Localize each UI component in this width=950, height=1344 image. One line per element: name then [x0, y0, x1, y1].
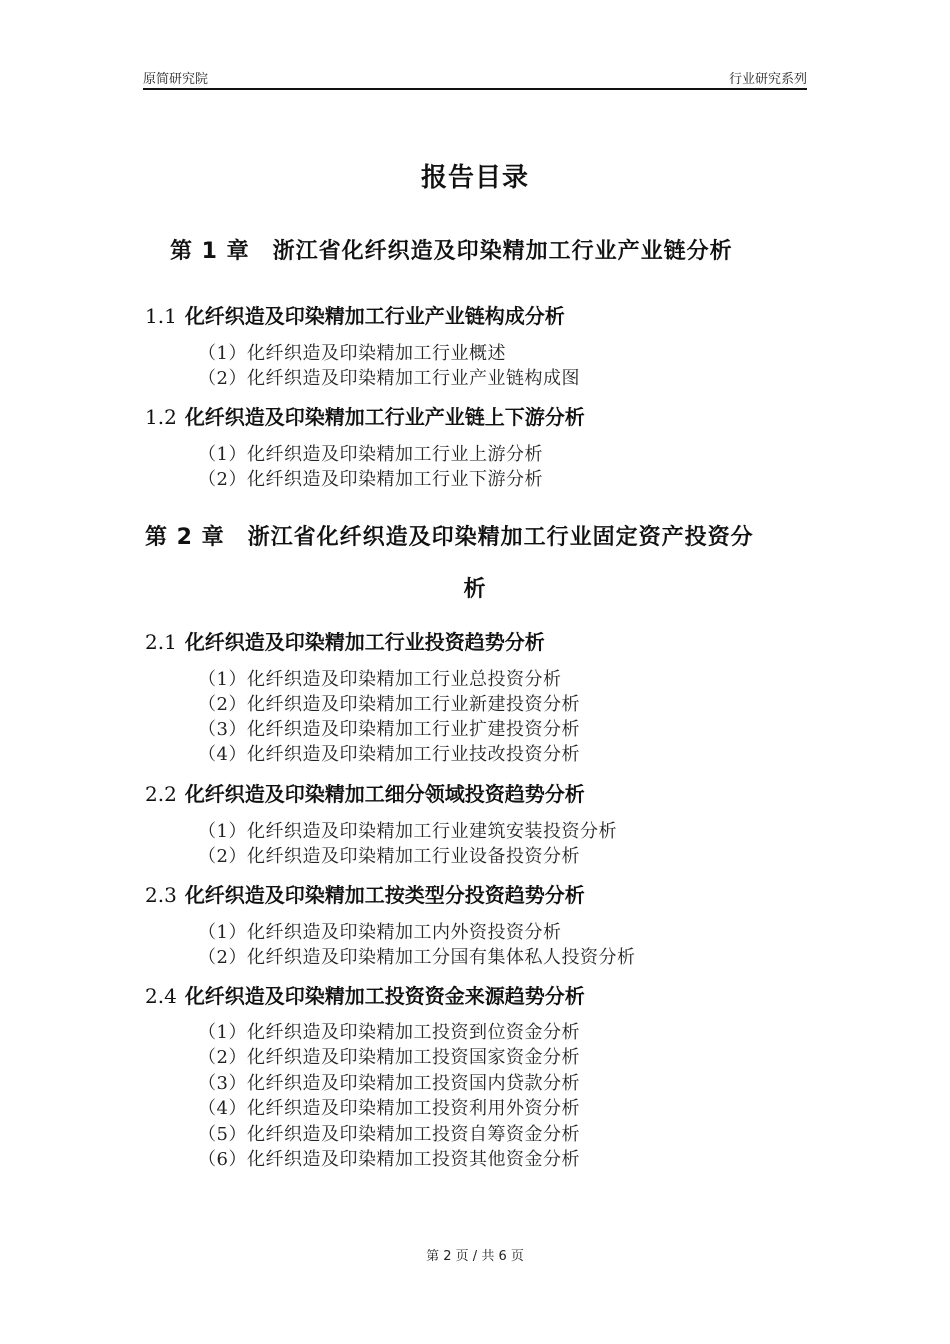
section-number: 2.1 [145, 630, 177, 654]
toc-item: （5）化纤织造及印染精加工投资自筹资金分析 [198, 1124, 580, 1145]
toc-item: （1）化纤织造及印染精加工行业建筑安装投资分析 [198, 821, 617, 842]
chapter-2-heading [145, 512, 805, 616]
toc-item: （2）化纤织造及印染精加工行业新建投资分析 [198, 694, 580, 715]
section-number: 1.2 [145, 405, 177, 429]
section-2-4 [145, 980, 585, 1009]
chapter-2-heading-line2: 析 [463, 577, 487, 602]
section-2-2 [145, 778, 585, 807]
toc-item: （6）化纤织造及印染精加工投资其他资金分析 [198, 1149, 580, 1170]
toc-item: （1）化纤织造及印染精加工投资到位资金分析 [198, 1022, 580, 1043]
toc-item: （2）化纤织造及印染精加工分国有集体私人投资分析 [198, 947, 636, 968]
toc-item: （2）化纤织造及印染精加工行业设备投资分析 [198, 846, 580, 867]
section-1-2 [145, 401, 585, 430]
section-title: 化纤织造及印染精加工行业产业链上下游分析 [184, 405, 585, 429]
page-number: 第 2 页 / 共 6 页 [426, 1249, 524, 1264]
chapter-2-heading-line1: 第 2 章 浙江省化纤织造及印染精加工行业固定资产投资分 [145, 525, 754, 550]
toc-item: （3）化纤织造及印染精加工行业扩建投资分析 [198, 719, 580, 740]
toc-item: （4）化纤织造及印染精加工行业技改投资分析 [198, 744, 580, 765]
page-title: 报告目录 [420, 163, 529, 193]
header-series: 行业研究系列 [728, 72, 807, 87]
section-number: 2.3 [145, 883, 177, 907]
section-number: 2.4 [145, 984, 177, 1008]
toc-item: （1）化纤织造及印染精加工内外资投资分析 [198, 922, 562, 943]
toc-item: （2）化纤织造及印染精加工投资国家资金分析 [198, 1047, 580, 1068]
toc-item: （3）化纤织造及印染精加工投资国内贷款分析 [198, 1073, 580, 1094]
header-divider [143, 88, 807, 90]
section-2-1 [145, 626, 545, 655]
toc-item: （4）化纤织造及印染精加工投资利用外资分析 [198, 1098, 580, 1119]
toc-item: （1）化纤织造及印染精加工行业概述 [198, 343, 506, 364]
section-title: 化纤织造及印染精加工行业产业链构成分析 [184, 304, 565, 328]
section-title: 化纤织造及印染精加工投资资金来源趋势分析 [184, 984, 585, 1008]
toc-item: （2）化纤织造及印染精加工行业产业链构成图 [198, 368, 580, 389]
section-title: 化纤织造及印染精加工按类型分投资趋势分析 [184, 883, 585, 907]
section-title: 化纤织造及印染精加工行业投资趋势分析 [184, 630, 545, 654]
header-publisher: 原简研究院 [143, 72, 209, 87]
section-number: 2.2 [145, 782, 177, 806]
page-header [143, 68, 807, 88]
toc-item: （2）化纤织造及印染精加工行业下游分析 [198, 469, 543, 490]
section-1-1 [145, 300, 565, 329]
chapter-1-heading: 第 1 章 浙江省化纤织造及印染精加工行业产业链分析 [170, 239, 733, 264]
section-title: 化纤织造及印染精加工细分领域投资趋势分析 [184, 782, 585, 806]
section-2-3 [145, 879, 585, 908]
toc-item: （1）化纤织造及印染精加工行业上游分析 [198, 444, 543, 465]
section-number: 1.1 [145, 304, 177, 328]
toc-item: （1）化纤织造及印染精加工行业总投资分析 [198, 669, 562, 690]
